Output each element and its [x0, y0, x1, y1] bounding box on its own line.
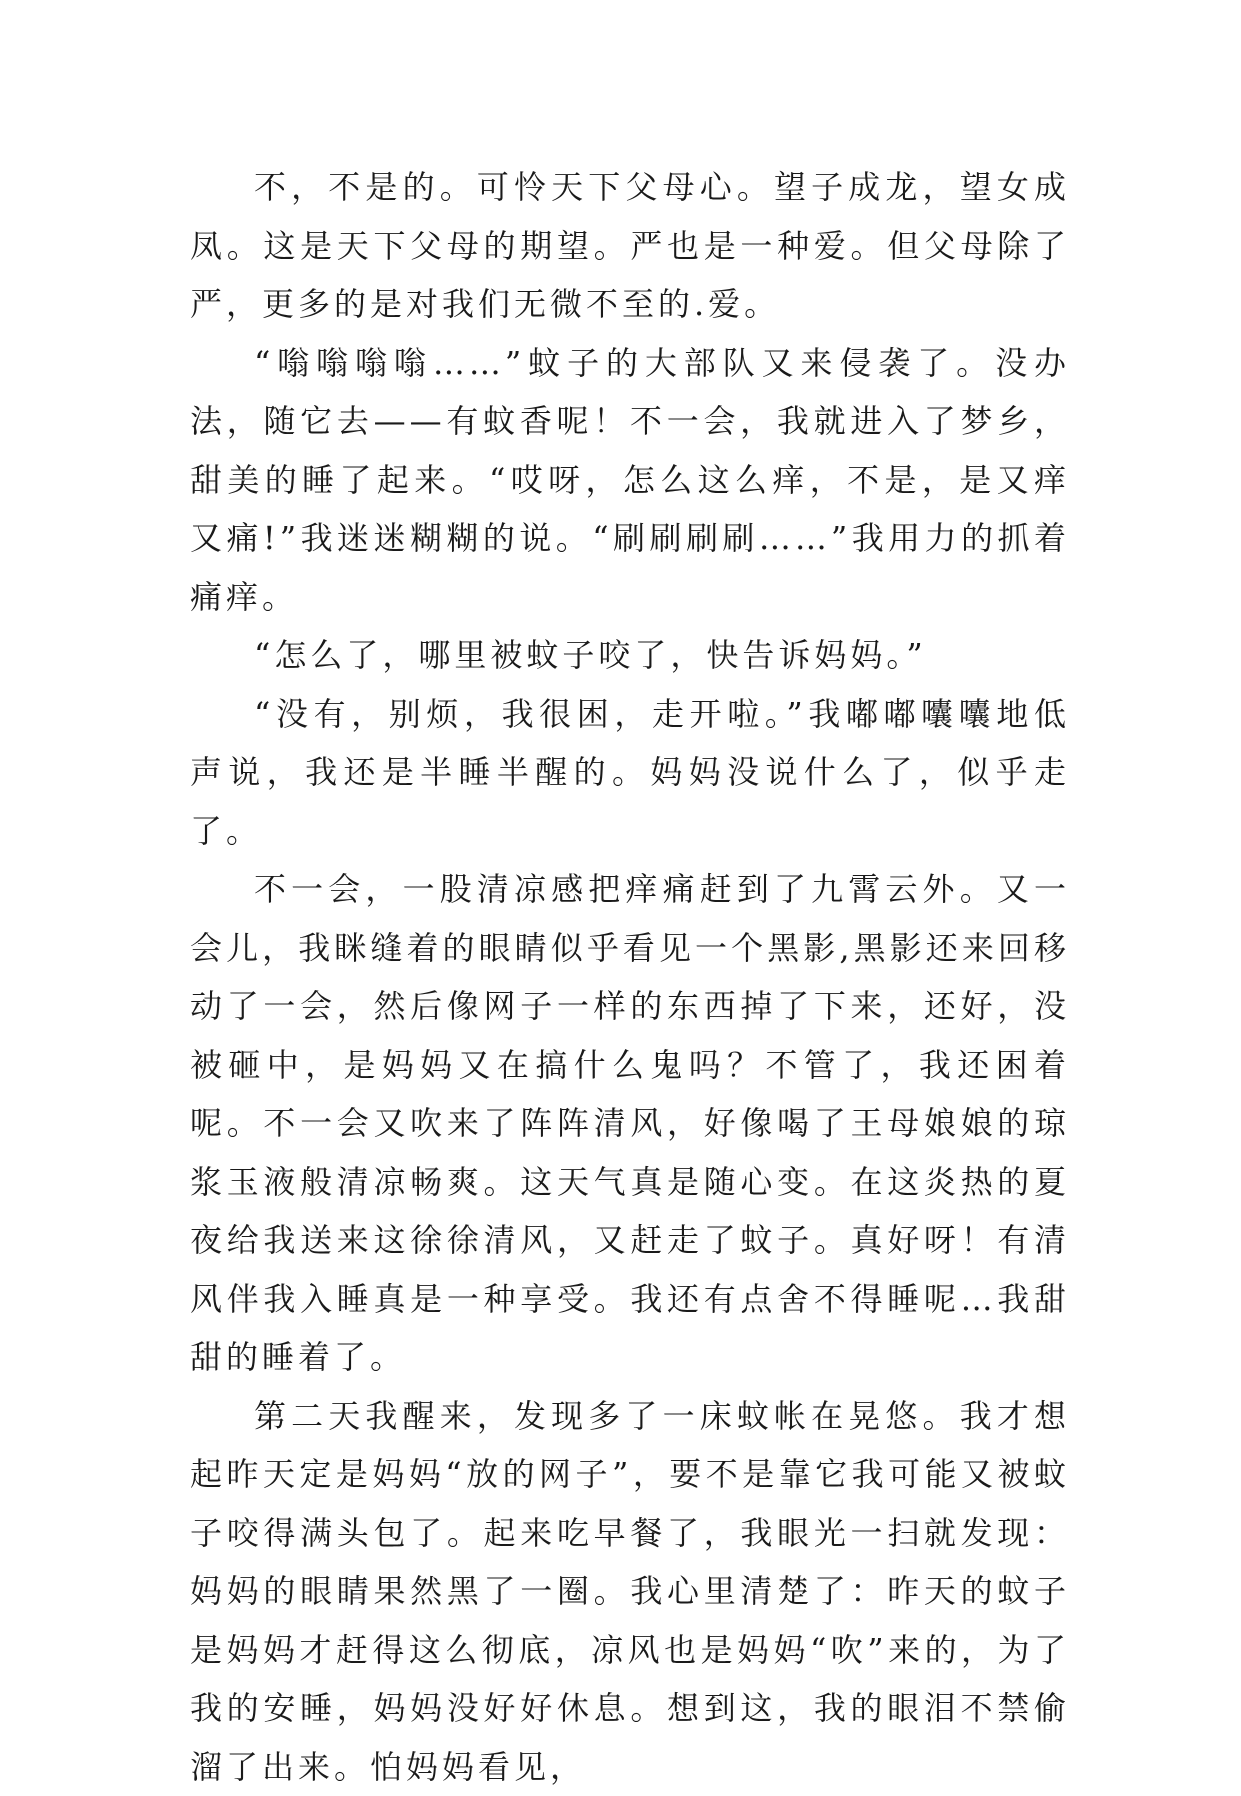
paragraph: “嗡嗡嗡嗡……”蚊子的大部队又来侵袭了。没办法，随它去——有蚊香呢！不一会，我就进入了梦乡，甜美的睡了起来。“哎呀，怎么这么痒，不是，是又痒又痛!”我迷迷糊糊的说。“刷刷刷刷……”我用力的抓着痛痒。 — [190, 334, 1070, 627]
paragraph: “没有，别烦，我很困，走开啦。”我嘟嘟囔囔地低声说，我还是半睡半醒的。妈妈没说什么了，似乎走了。 — [190, 685, 1070, 861]
paragraph: 不，不是的。可怜天下父母心。望子成龙，望女成凤。这是天下父母的期望。严也是一种爱。但父母除了严，更多的是对我们无微不至的.爱。 — [190, 158, 1070, 334]
paragraph: 第二天我醒来，发现多了一床蚊帐在晃悠。我才想起昨天定是妈妈“放的网子”，要不是靠它我可能又被蚊子咬得满头包了。起来吃早餐了，我眼光一扫就发现：妈妈的眼睛果然黑了一圈。我心里清楚了：昨天的蚊子是妈妈才赶得这么彻底，凉风也是妈妈“吹”来的，为了我的安睡，妈妈没好好休息。想到这，我的眼泪不禁偷溜了出来。怕妈妈看见， — [190, 1387, 1070, 1796]
paragraph: 不一会，一股清凉感把痒痛赶到了九霄云外。又一会儿，我眯缝着的眼睛似乎看见一个黑影,黑影还来回移动了一会，然后像网子一样的东西掉了下来，还好，没被砸中，是妈妈又在搞什么鬼吗？不管了，我还困着呢。不一会又吹来了阵阵清风，好像喝了王母娘娘的琼浆玉液般清凉畅爽。这天气真是随心变。在这炎热的夏夜给我送来这徐徐清风，又赶走了蚊子。真好呀！有清风伴我入睡真是一种享受。我还有点舍不得睡呢…我甜甜的睡着了。 — [190, 860, 1070, 1387]
paragraph: “怎么了，哪里被蚊子咬了，快告诉妈妈。” — [190, 626, 1070, 685]
article-body — [190, 158, 1070, 1796]
